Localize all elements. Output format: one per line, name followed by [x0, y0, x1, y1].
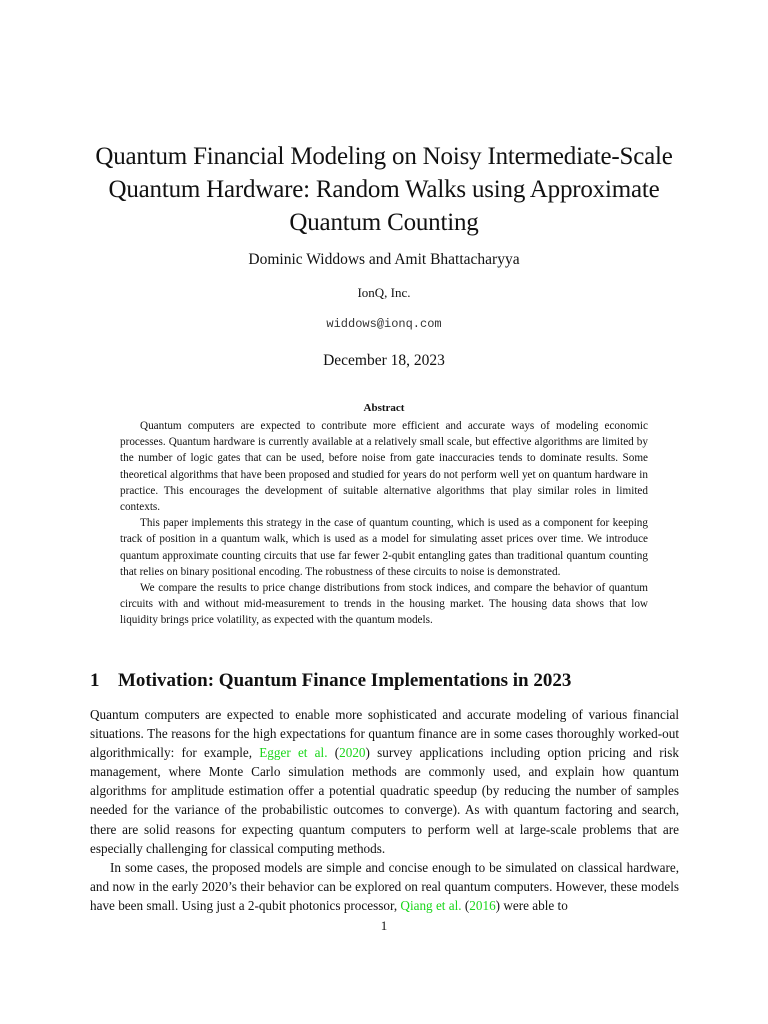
abstract — [120, 418, 648, 629]
section-heading — [90, 670, 571, 692]
abstract-paragraph: We compare the results to price change distributions from stock indices, and compare the behavior of quantum circuits with and without mid-measurement to trends in the housing market. The housing data shows that low liquidity brings price volatility, as expected with the quantum models. — [120, 582, 648, 627]
section-number: 1 — [90, 670, 100, 691]
abstract-paragraph: This paper implements this strategy in the case of quantum counting, which is used as a component for keeping track of position in a quantum walk, which is used as a model for simulating asset prices over time. We introduce quantum approximate counting circuits that use far fewer 2-qubit entangling gates than traditional quantum counting that relies on binary positional encoding. The robustness of these circuits to noise is demonstrated. — [120, 517, 648, 578]
page-number: 1 — [380, 918, 388, 933]
body-text: ) survey applications including option pricing and risk management, where Monte Carlo simulation methods are commonly used, and explain how quantum algorithms for amplitude estimation offer a potential quadratic speedup (by reducing the number of samples needed for the variance of the probabilistic outcomes to converge). As with quantum factoring and search, there are solid reasons for expecting quantum computers to perform well at large-scale problems that are especially challenging for classical computing methods. — [90, 745, 679, 856]
body-text: In some cases, the proposed models are simple and concise enough to be simulated on classical hardware, and now in the early 2020’s their behavior can be explored on real quantum computers. However, these models have been small. Using just a 2-qubit photonics processor, — [90, 859, 679, 913]
citation-year-link[interactable]: 2016 — [469, 897, 496, 913]
abstract-heading: Abstract — [363, 402, 405, 414]
paper-title: Quantum Financial Modeling on Noisy Intermediate-Scale Quantum Hardware: Random Walks using Approximate Quantum Counting — [95, 143, 673, 236]
body-text: Quantum computers are expected to enable more sophisticated and accurate modeling of various financial situations. The reasons for the high expectations for quantum finance are in some cases thoroughly worked-out algorithmically: for example, — [90, 707, 679, 761]
body-text: ) were able to — [495, 897, 568, 913]
body-text: ( — [461, 897, 470, 913]
section-body — [90, 705, 679, 915]
author-list: Dominic Widdows and Amit Bhattacharyya — [248, 251, 520, 268]
body-text: ( — [327, 745, 340, 761]
body-paragraph — [90, 705, 679, 858]
citation-year-link[interactable]: 2020 — [339, 745, 366, 761]
body-paragraph — [90, 858, 679, 915]
citation-link[interactable]: Qiang et al. — [400, 897, 462, 913]
section-title: Motivation: Quantum Finance Implementations in 2023 — [118, 670, 572, 691]
author-email[interactable]: widdows@ionq.com — [326, 317, 442, 331]
abstract-paragraph: Quantum computers are expected to contribute more efficient and accurate ways of modeling economic processes. Quantum hardware is currently available at a relatively small scale, but effective algorithms are limited by the number of logic gates that can be used, before noise from gate inaccuracies tends to dominate results. Some theoretical algorithms that have been proposed and studied for years do not perform well yet on quantum hardware in practice. This encourages the development of suitable alternative algorithms that play similar roles in limited contexts. — [120, 420, 648, 514]
citation-link[interactable]: Egger et al. — [259, 745, 328, 761]
publication-date: December 18, 2023 — [323, 352, 445, 369]
affiliation: IonQ, Inc. — [357, 285, 411, 300]
